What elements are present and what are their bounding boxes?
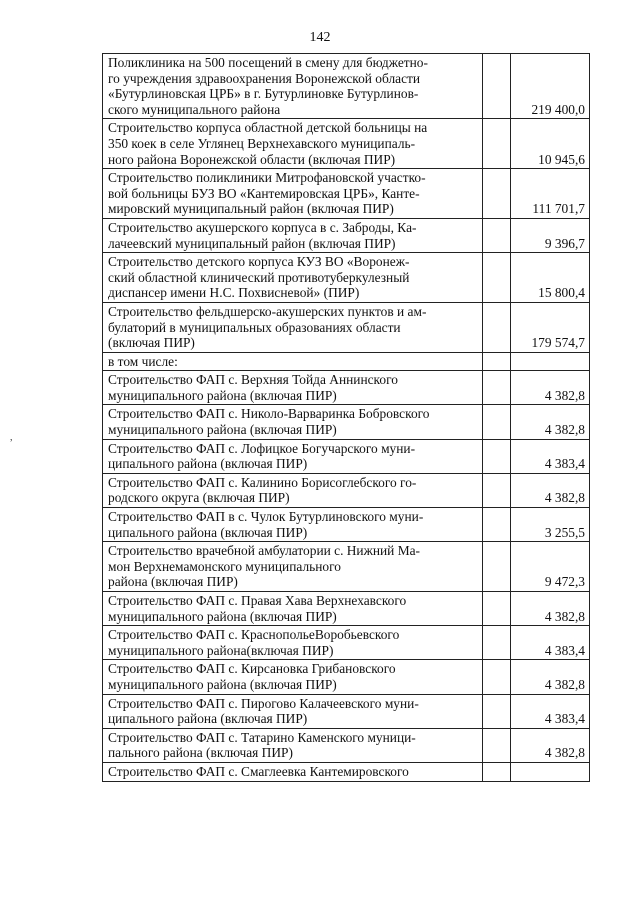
table-row [103,405,590,439]
amount-cell: 4 383,4 [511,694,590,728]
amount-cell [511,762,590,781]
table-row [103,169,590,219]
project-name-line: муниципального района (включая ПИР) [108,676,337,692]
amount-cell: 4 382,8 [511,473,590,507]
stray-mark: , [10,432,13,443]
empty-cell [483,218,511,252]
project-name-line: муниципального района (включая ПИР) [108,387,337,403]
project-name-cell [103,218,483,252]
project-name-cell [103,660,483,694]
project-name-line: Строительство ФАП с. Правая Хава Верхнехавского [108,593,407,608]
project-name-line: Поликлиника на 500 посещений в смену для бюджетно- [108,55,428,70]
project-name-cell [103,253,483,303]
empty-cell [483,542,511,592]
project-name-line: Строительство ФАП с. Николо-Варваринка Бобровского [108,406,430,422]
project-name-line: булаторий в муниципальных образованиях области [108,319,401,335]
empty-cell [483,405,511,439]
empty-cell [483,54,511,119]
empty-cell [483,302,511,352]
amount-cell: 15 800,4 [511,253,590,303]
amount-cell: 179 574,7 [511,302,590,352]
amount-cell: 111 701,7 [511,169,590,219]
project-name-line: Строительство ФАП с. Смаглеевка Кантемировского [108,763,409,779]
project-name-line: Строительство ФАП с. Калинино Борисоглебского го- [108,474,417,490]
project-name-line: «Бутурлиновская ЦРБ» в г. Бутурлиновке Бутурлинов- [108,86,419,102]
project-name-line: муниципального района (включая ПИР) [108,422,337,438]
project-name-line: диспансер имени Н.С. Похвисневой» (ПИР) [108,285,360,301]
empty-cell [483,439,511,473]
table-row [103,694,590,728]
table-row [103,302,590,352]
amount-cell: 4 382,8 [511,728,590,762]
project-name-line: мон Верхнемамонского муниципального [108,558,341,574]
amount-cell: 219 400,0 [511,54,590,119]
page-number: 142 [309,30,331,45]
project-name-cell [103,352,483,371]
project-name-line: муниципального района(включая ПИР) [108,642,334,658]
project-name-line: ский областной клинический противотуберкулезный [108,269,410,285]
project-name-cell [103,302,483,352]
table-row [103,439,590,473]
project-name-line: в том числе: [108,353,178,369]
empty-cell [483,352,511,371]
project-name-line: лачеевский муниципальный район (включая ПИР) [108,235,396,251]
project-name-cell [103,439,483,473]
empty-cell [483,626,511,660]
project-name-line: 350 коек в селе Углянец Верхнехавского муниципаль- [108,135,416,151]
table-row [103,352,590,371]
table-row [103,54,590,119]
project-name-line: Строительство корпуса областной детской больницы на [108,120,428,136]
amount-cell: 4 382,8 [511,592,590,626]
table-body [103,54,590,782]
empty-cell [483,473,511,507]
project-name-line: го учреждения здравоохранения Воронежской области [108,70,421,86]
project-name-line: Строительство поликлиники Митрофановской участко- [108,170,426,186]
table-row [103,728,590,762]
project-name-line: ципального района (включая ПИР) [108,524,308,540]
project-name-cell [103,371,483,405]
table-row [103,542,590,592]
amount-cell: 4 383,4 [511,439,590,473]
amount-cell: 4 382,8 [511,405,590,439]
project-name-line: района (включая ПИР) [108,574,238,590]
table-row [103,218,590,252]
project-name-line: ципального района (включая ПИР) [108,711,308,727]
amount-cell: 4 382,8 [511,371,590,405]
amount-cell: 4 382,8 [511,660,590,694]
empty-cell [483,694,511,728]
project-name-line: Строительство ФАП с. КраснопольеВоробьевского [108,627,400,643]
amount-cell: 9 472,3 [511,542,590,592]
project-name-line: муниципального района (включая ПИР) [108,608,337,624]
project-name-line: Строительство ФАП с. Верхняя Тойда Аннинского [108,372,398,388]
project-name-line: Строительство врачебной амбулатории с. Нижний Ма- [108,543,421,559]
table-row [103,508,590,542]
project-name-cell [103,762,483,781]
empty-cell [483,728,511,762]
project-name-line: Строительство ФАП с. Пирогово Калачеевского муни- [108,695,419,711]
table-row [103,762,590,781]
table-row [103,253,590,303]
empty-cell [483,119,511,169]
project-name-cell [103,405,483,439]
project-name-cell [103,542,483,592]
empty-cell [483,660,511,694]
project-name-cell [103,728,483,762]
amount-cell: 3 255,5 [511,508,590,542]
project-name-line: Строительство ФАП с. Татарино Каменского муници- [108,729,416,745]
project-name-cell [103,473,483,507]
project-name-line: Строительство ФАП в с. Чулок Бутурлиновского муни- [108,509,424,525]
project-name-line: мировский муниципальный район (включая ПИР) [108,201,394,217]
project-name-line: Строительство ФАП с. Кирсановка Грибановского [108,661,396,677]
empty-cell [483,169,511,219]
project-name-cell [103,626,483,660]
empty-cell [483,253,511,303]
project-name-cell [103,592,483,626]
table-row [103,473,590,507]
project-name-cell [103,54,483,119]
table-row [103,592,590,626]
table-row [103,371,590,405]
table-row [103,660,590,694]
project-name-cell [103,119,483,169]
empty-cell [483,371,511,405]
project-name-line: ципального района (включая ПИР) [108,456,308,472]
project-name-cell [103,694,483,728]
project-name-cell [103,169,483,219]
project-name-cell [103,508,483,542]
project-name-line: ского муниципального района [108,101,281,117]
project-name-line: (включая ПИР) [108,335,195,351]
project-name-line: вой больницы БУЗ ВО «Кантемировская ЦРБ», Канте- [108,185,420,201]
table-row [103,119,590,169]
amount-cell: 10 945,6 [511,119,590,169]
project-name-line: родского округа (включая ПИР) [108,490,290,506]
amount-cell: 9 396,7 [511,218,590,252]
amount-cell: 4 383,4 [511,626,590,660]
project-name-line: ного района Воронежской области (включая ПИР) [108,151,396,167]
amount-cell [511,352,590,371]
project-name-line: Строительство детского корпуса КУЗ ВО «Воронеж- [108,254,410,270]
empty-cell [483,762,511,781]
empty-cell [483,592,511,626]
project-name-line: пального района (включая ПИР) [108,745,293,761]
project-name-line: Строительство акушерского корпуса в с. Заброды, Ка- [108,219,417,235]
budget-table [102,53,590,782]
table-row [103,626,590,660]
empty-cell [483,508,511,542]
project-name-line: Строительство фельдшерско-акушерских пунктов и ам- [108,303,427,319]
project-name-line: Строительство ФАП с. Лофицкое Богучарского муни- [108,440,416,456]
